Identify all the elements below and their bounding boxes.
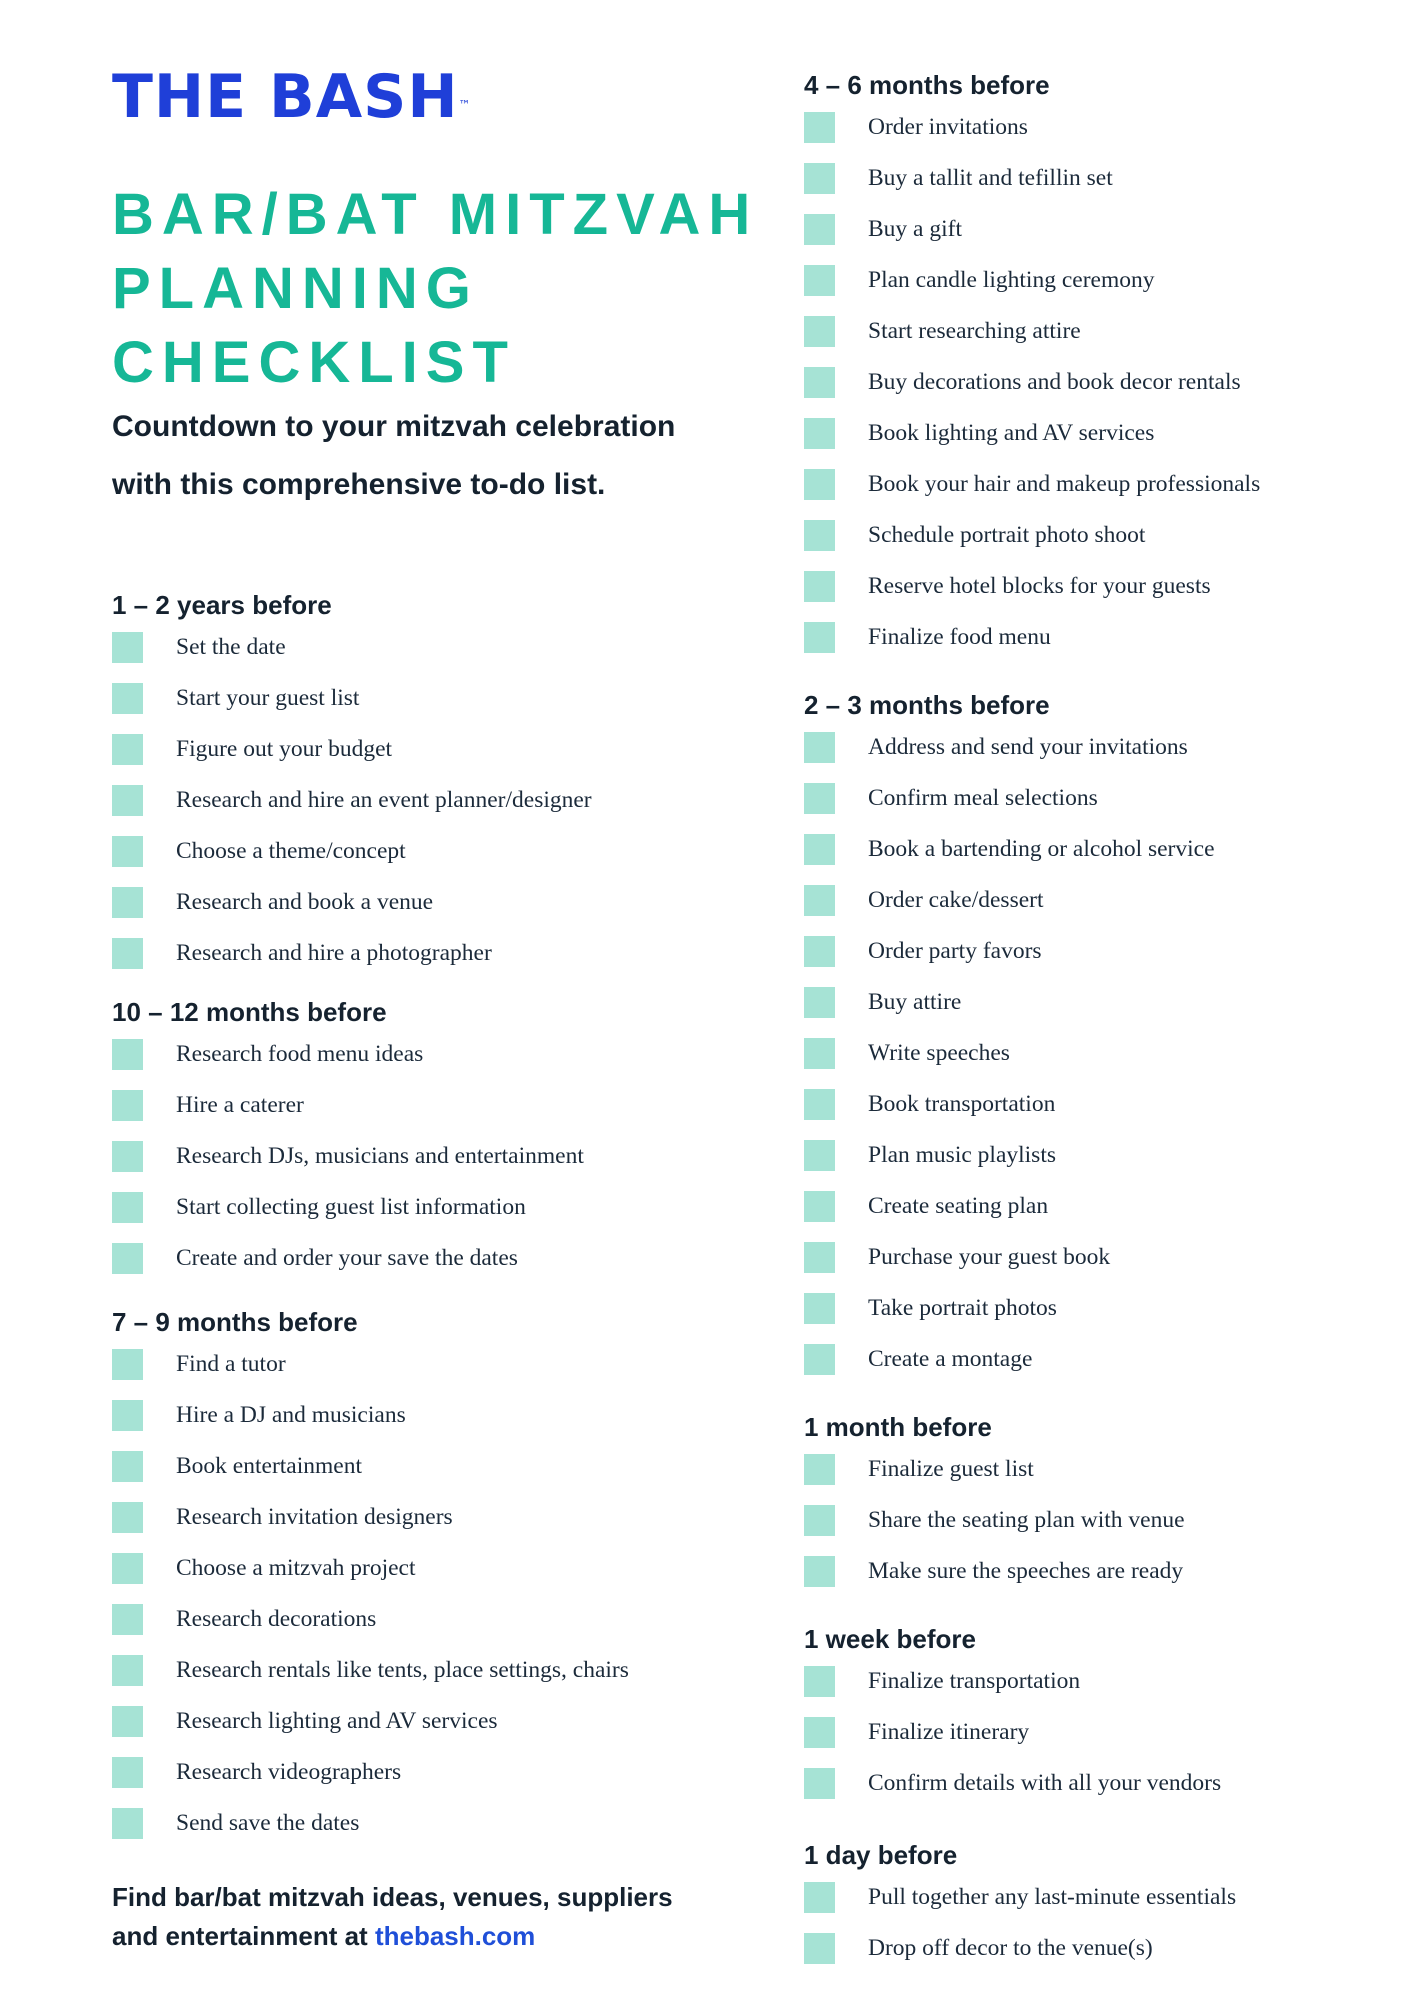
checklist-item-label: Buy a gift: [868, 216, 962, 242]
page-subtitle: [112, 398, 752, 514]
checklist-item[interactable]: [112, 1696, 732, 1747]
checklist-item[interactable]: [112, 1798, 732, 1849]
checklist-item[interactable]: [112, 1182, 732, 1233]
checkbox-icon[interactable]: [804, 987, 835, 1018]
checklist-item-label: Make sure the speeches are ready: [868, 1558, 1184, 1584]
checkbox-icon[interactable]: [112, 938, 143, 969]
checklist-item-label: Research and hire a photographer: [176, 940, 492, 966]
checklist-item-label: Create a montage: [868, 1346, 1033, 1372]
checkbox-icon[interactable]: [112, 1039, 143, 1070]
checkbox-icon[interactable]: [112, 1502, 143, 1533]
checklist-item-label: Share the seating plan with venue: [868, 1507, 1185, 1533]
checklist-item-label: Purchase your guest book: [868, 1244, 1111, 1270]
checklist-item[interactable]: [112, 1029, 732, 1080]
checklist-item-label: Book entertainment: [176, 1453, 362, 1479]
checklist-item-label: Choose a theme/concept: [176, 838, 406, 864]
checkbox-icon[interactable]: [804, 163, 835, 194]
checklist-item-label: Address and send your invitations: [868, 734, 1188, 760]
section-title: 4 – 6 months before: [804, 70, 1050, 100]
checklist-item[interactable]: [804, 561, 1414, 612]
checklist-item[interactable]: [804, 612, 1414, 663]
checklist-item[interactable]: [112, 1441, 732, 1492]
checklist-item-label: Research decorations: [176, 1606, 377, 1632]
checklist-item[interactable]: [112, 1131, 732, 1182]
checklist-item[interactable]: [804, 1079, 1414, 1130]
checkbox-icon[interactable]: [112, 836, 143, 867]
checklist-item[interactable]: [804, 408, 1414, 459]
checklist-item[interactable]: [804, 824, 1414, 875]
checkbox-icon[interactable]: [112, 1349, 143, 1380]
checklist-item-label: Finalize guest list: [868, 1456, 1034, 1482]
checkbox-icon[interactable]: [112, 1090, 143, 1121]
checklist-item-label: Pull together any last-minute essentials: [868, 1884, 1237, 1910]
checklist-item[interactable]: [804, 459, 1414, 510]
checklist-item[interactable]: [804, 1283, 1414, 1334]
section-title: 1 day before: [804, 1840, 958, 1870]
checklist-item-label: Buy decorations and book decor rentals: [868, 369, 1241, 395]
checkbox-icon[interactable]: [804, 622, 835, 653]
checklist-item-label: Send save the dates: [176, 1810, 360, 1836]
checklist-item-label: Take portrait photos: [868, 1295, 1057, 1321]
checklist-item[interactable]: [112, 1233, 732, 1284]
checkbox-icon[interactable]: [112, 1655, 143, 1686]
checklist-item-label: Plan music playlists: [868, 1142, 1056, 1168]
checkbox-icon[interactable]: [804, 1933, 835, 1964]
title-line: PLANNING: [112, 256, 479, 321]
checklist-item-label: Write speeches: [868, 1040, 1010, 1066]
checklist-item[interactable]: [804, 722, 1414, 773]
checkbox-icon[interactable]: [804, 1717, 835, 1748]
section-title: 2 – 3 months before: [804, 690, 1050, 720]
checkbox-icon[interactable]: [112, 1451, 143, 1482]
checkbox-icon[interactable]: [804, 732, 835, 763]
trademark-mark: ™: [458, 98, 472, 112]
checklist-item-label: Find a tutor: [176, 1351, 286, 1377]
section-title: 1 – 2 years before: [112, 590, 332, 620]
checklist-item-label: Buy a tallit and tefillin set: [868, 165, 1113, 191]
checklist-section: [112, 588, 732, 979]
checkbox-icon[interactable]: [804, 1505, 835, 1536]
checklist-item[interactable]: [112, 1594, 732, 1645]
checklist-item[interactable]: [804, 255, 1414, 306]
section-title: 7 – 9 months before: [112, 1307, 358, 1337]
checklist-item-label: Drop off decor to the venue(s): [868, 1935, 1153, 1961]
checklist-item-label: Finalize food menu: [868, 624, 1051, 650]
checklist-item[interactable]: [804, 1232, 1414, 1283]
checkbox-icon[interactable]: [112, 1757, 143, 1788]
the-bash-logo: [112, 62, 472, 132]
subtitle-line: with this comprehensive to-do list.: [112, 468, 606, 501]
checkbox-icon[interactable]: [112, 632, 143, 663]
checkbox-icon[interactable]: [804, 834, 835, 865]
checkbox-icon[interactable]: [804, 783, 835, 814]
checklist-item-label: Schedule portrait photo shoot: [868, 522, 1146, 548]
checklist-section: [804, 1410, 1414, 1597]
checklist-item-label: Order cake/dessert: [868, 887, 1044, 913]
checklist-section: [804, 1838, 1414, 1974]
checklist-item-label: Research and hire an event planner/designer: [176, 787, 592, 813]
checkbox-icon[interactable]: [804, 1556, 835, 1587]
checkbox-icon[interactable]: [112, 1553, 143, 1584]
checklist-item-label: Buy attire: [868, 989, 962, 1015]
checklist-item[interactable]: [112, 877, 732, 928]
checklist-item-label: Start your guest list: [176, 685, 360, 711]
checklist-section: [804, 1622, 1414, 1809]
checkbox-icon[interactable]: [112, 1141, 143, 1172]
checklist-item-label: Reserve hotel blocks for your guests: [868, 573, 1211, 599]
checklist-item[interactable]: [804, 510, 1414, 561]
checklist-item-label: Order invitations: [868, 114, 1028, 140]
checkbox-icon[interactable]: [112, 734, 143, 765]
checklist-item-label: Hire a DJ and musicians: [176, 1402, 406, 1428]
checklist-item-label: Hire a caterer: [176, 1092, 304, 1118]
checklist-item-label: Confirm meal selections: [868, 785, 1098, 811]
checklist-item-label: Research DJs, musicians and entertainment: [176, 1143, 584, 1169]
checkbox-icon[interactable]: [112, 683, 143, 714]
checkbox-icon[interactable]: [804, 1768, 835, 1799]
footer-line-2-text: and entertainment at: [112, 1921, 375, 1951]
checkbox-icon[interactable]: [804, 936, 835, 967]
checklist-item[interactable]: [112, 1543, 732, 1594]
checkbox-icon[interactable]: [112, 785, 143, 816]
checklist-item[interactable]: [804, 1444, 1414, 1495]
checklist-item[interactable]: [112, 622, 732, 673]
footer-line-1: Find bar/bat mitzvah ideas, venues, suppliers: [112, 1882, 673, 1912]
section-title: 1 month before: [804, 1412, 992, 1442]
checklist-item[interactable]: [804, 102, 1414, 153]
checklist-item-label: Book a bartending or alcohol service: [868, 836, 1215, 862]
checklist-item[interactable]: [804, 357, 1414, 408]
checklist-item[interactable]: [804, 1028, 1414, 1079]
checkbox-icon[interactable]: [112, 1706, 143, 1737]
checklist-item[interactable]: [112, 673, 732, 724]
checklist-item-label: Figure out your budget: [176, 736, 393, 762]
checkbox-icon[interactable]: [804, 571, 835, 602]
checkbox-icon[interactable]: [112, 1243, 143, 1274]
checklist-item[interactable]: [804, 153, 1414, 204]
section-title: 1 week before: [804, 1624, 976, 1654]
checklist-item[interactable]: [112, 1080, 732, 1131]
checklist-item-label: Research rentals like tents, place settings, chairs: [176, 1657, 629, 1683]
checklist-item[interactable]: [804, 977, 1414, 1028]
footer-line-2: [112, 1917, 752, 1956]
checklist-item[interactable]: [804, 1656, 1414, 1707]
checkbox-icon[interactable]: [804, 265, 835, 296]
checklist-item[interactable]: [804, 875, 1414, 926]
checklist-item-label: Research videographers: [176, 1759, 402, 1785]
checklist-item[interactable]: [112, 1747, 732, 1798]
checklist-item-label: Research lighting and AV services: [176, 1708, 498, 1734]
checklist-item-label: Create seating plan: [868, 1193, 1049, 1219]
checklist-item-label: Set the date: [176, 634, 286, 660]
checkbox-icon[interactable]: [804, 214, 835, 245]
checklist-item[interactable]: [804, 306, 1414, 357]
checklist-item[interactable]: [804, 1334, 1414, 1385]
checklist-section: [804, 68, 1414, 663]
thebash-link[interactable]: thebash.com: [374, 1921, 536, 1951]
checklist-item[interactable]: [804, 1707, 1414, 1758]
checkbox-icon[interactable]: [804, 1293, 835, 1324]
checkbox-icon[interactable]: [112, 1400, 143, 1431]
checkbox-icon[interactable]: [804, 885, 835, 916]
checklist-item-label: Choose a mitzvah project: [176, 1555, 416, 1581]
brand-name: THE BASH: [112, 62, 459, 132]
checkbox-icon[interactable]: [804, 1038, 835, 1069]
checklist-item[interactable]: [112, 826, 732, 877]
checklist-section: [112, 995, 732, 1284]
checkbox-icon[interactable]: [804, 1454, 835, 1485]
checklist-item[interactable]: [112, 1390, 732, 1441]
checklist-item[interactable]: [804, 773, 1414, 824]
checklist-section: [112, 1305, 732, 1849]
title-line: BAR/BAT MITZVAH: [112, 182, 759, 247]
checklist-item-label: Finalize transportation: [868, 1668, 1081, 1694]
checklist-item[interactable]: [804, 1758, 1414, 1809]
title-line: CHECKLIST: [112, 330, 516, 395]
checkbox-icon[interactable]: [112, 1808, 143, 1839]
subtitle-line: Countdown to your mitzvah celebration: [112, 410, 676, 443]
checklist-item-label: Confirm details with all your vendors: [868, 1770, 1222, 1796]
checklist-item-label: Finalize itinerary: [868, 1719, 1030, 1745]
section-title: 10 – 12 months before: [112, 997, 387, 1027]
checklist-item-label: Start collecting guest list information: [176, 1194, 526, 1220]
checkbox-icon[interactable]: [804, 1882, 835, 1913]
checkbox-icon[interactable]: [804, 1089, 835, 1120]
checkbox-icon[interactable]: [804, 1242, 835, 1273]
checkbox-icon[interactable]: [112, 887, 143, 918]
checklist-item[interactable]: [804, 1181, 1414, 1232]
checklist-item[interactable]: [112, 1339, 732, 1390]
checklist-item-label: Book lighting and AV services: [868, 420, 1155, 446]
checklist-item[interactable]: [804, 1923, 1414, 1974]
checklist-item[interactable]: [804, 926, 1414, 977]
checklist-item[interactable]: [112, 1492, 732, 1543]
checkbox-icon[interactable]: [804, 418, 835, 449]
checklist-item-label: Start researching attire: [868, 318, 1081, 344]
checkbox-icon[interactable]: [804, 520, 835, 551]
checklist-section: [804, 688, 1414, 1385]
checkbox-icon[interactable]: [804, 1191, 835, 1222]
checklist-item[interactable]: [112, 928, 732, 979]
checkbox-icon[interactable]: [804, 112, 835, 143]
footer-promo: [112, 1878, 752, 1956]
checklist-item-label: Research invitation designers: [176, 1504, 453, 1530]
checkbox-icon[interactable]: [804, 1140, 835, 1171]
checklist-item-label: Research and book a venue: [176, 889, 434, 915]
page-title: [112, 178, 758, 400]
checklist-item-label: Book transportation: [868, 1091, 1056, 1117]
checklist-item-label: Research food menu ideas: [176, 1041, 424, 1067]
checkbox-icon[interactable]: [804, 316, 835, 347]
checklist-item-label: Create and order your save the dates: [176, 1245, 518, 1271]
checklist-item[interactable]: [804, 1495, 1414, 1546]
checklist-item[interactable]: [112, 724, 732, 775]
checkbox-icon[interactable]: [804, 1666, 835, 1697]
checkbox-icon[interactable]: [112, 1604, 143, 1635]
checklist-item[interactable]: [804, 204, 1414, 255]
checkbox-icon[interactable]: [804, 367, 835, 398]
checklist-item-label: Book your hair and makeup professionals: [868, 471, 1261, 497]
checklist-item[interactable]: [112, 1645, 732, 1696]
checklist-item[interactable]: [804, 1872, 1414, 1923]
checkbox-icon[interactable]: [112, 1192, 143, 1223]
checklist-item[interactable]: [804, 1130, 1414, 1181]
checklist-item-label: Order party favors: [868, 938, 1042, 964]
checkbox-icon[interactable]: [804, 1344, 835, 1375]
checkbox-icon[interactable]: [804, 469, 835, 500]
checklist-item[interactable]: [804, 1546, 1414, 1597]
checklist-item-label: Plan candle lighting ceremony: [868, 267, 1155, 293]
checklist-item[interactable]: [112, 775, 732, 826]
